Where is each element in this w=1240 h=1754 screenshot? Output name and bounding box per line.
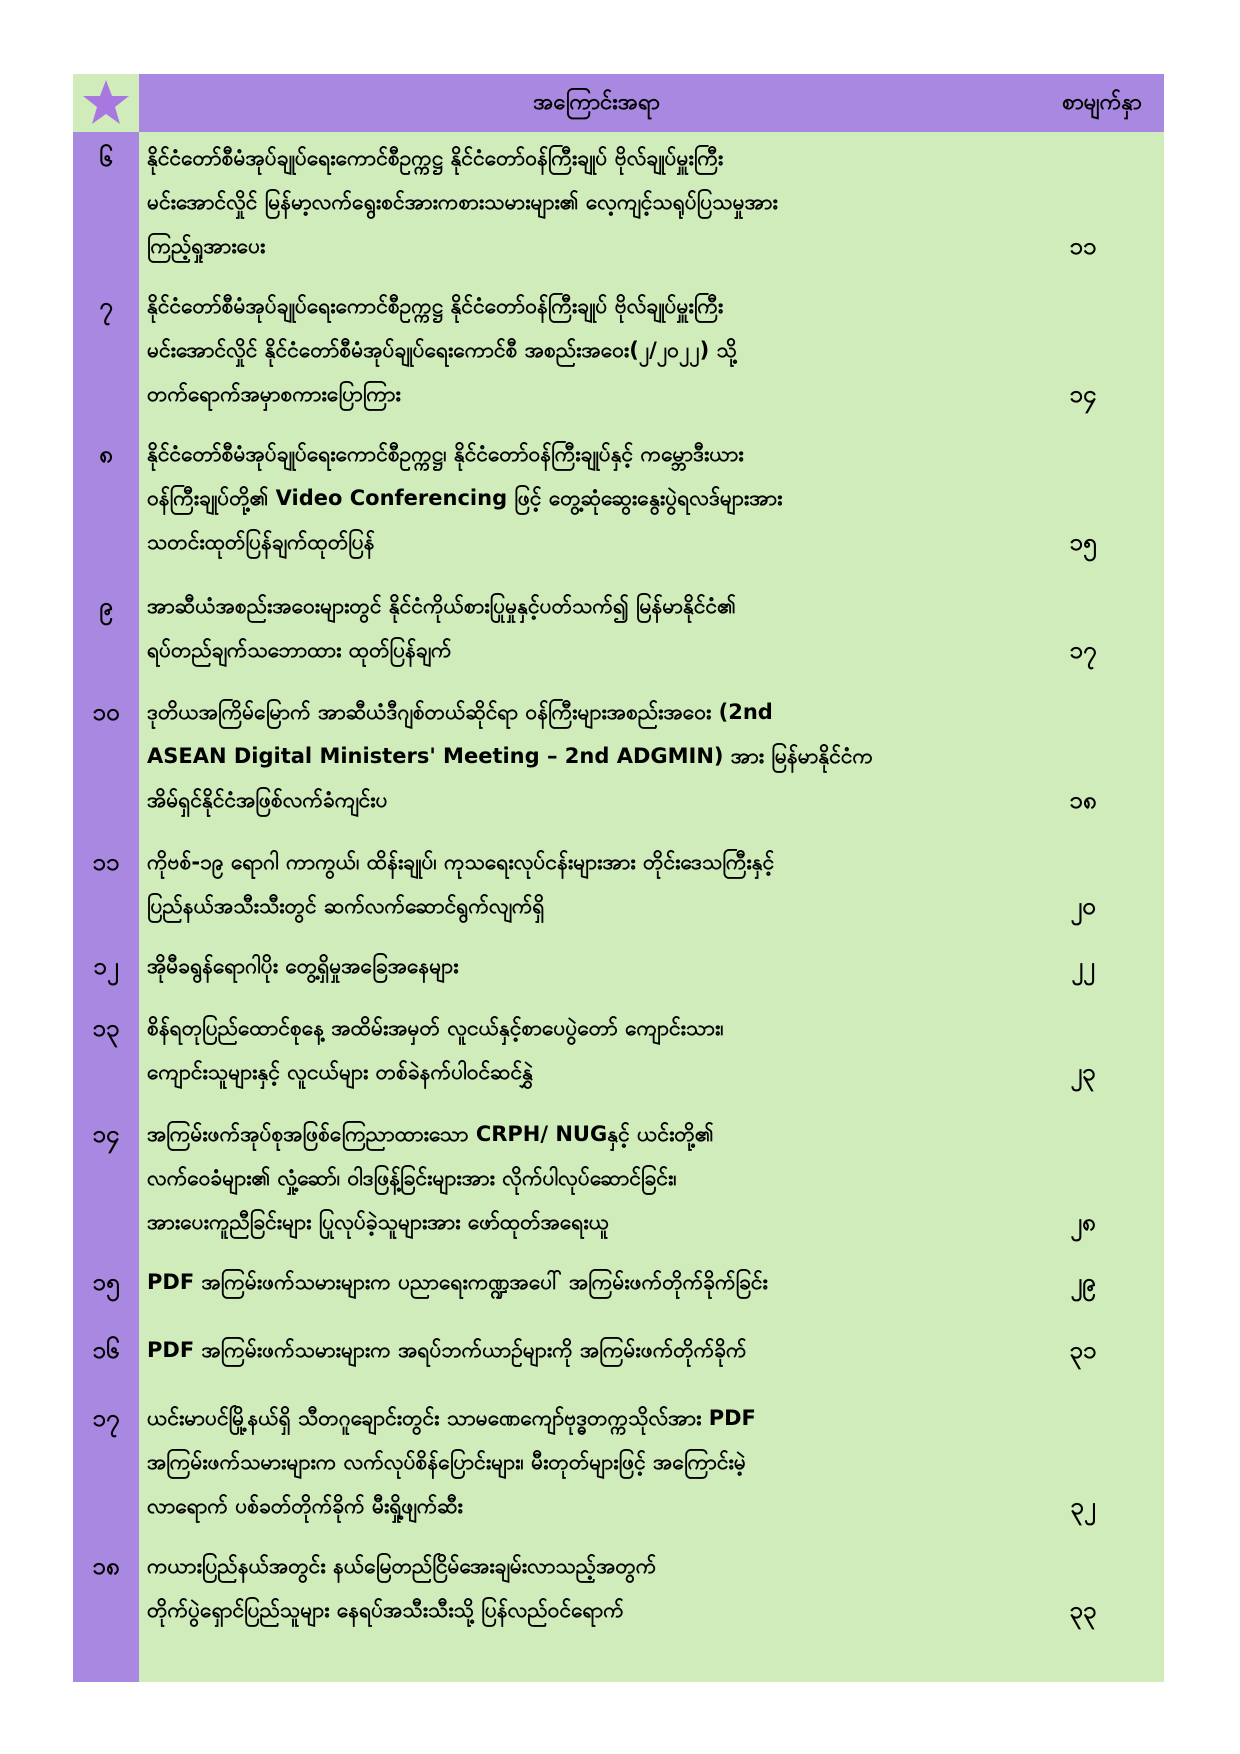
entry-number: ၉ (99, 592, 113, 620)
entry-title (147, 690, 1024, 822)
entry-page-number: ၁၁ (1069, 232, 1097, 260)
header-page-label: စာမျက်နှာ (1062, 89, 1142, 115)
entry-number: ၁၅ (92, 1268, 120, 1296)
entry-title-line: တိုက်ပွဲရှောင်ပြည်သူများ နေရပ်အသီးသီးသို့ ပြန်လည်ဝင်ရောက် (147, 1598, 624, 1622)
entry-page-number: ၂၉ (1070, 1268, 1096, 1296)
entry-body-column (139, 132, 1164, 1682)
entry-title-line: ရပ်တည်ချက်သဘောထား ထုတ်ပြန်ချက် (147, 638, 452, 662)
entry-title (147, 1260, 1024, 1304)
entry-title (147, 840, 1024, 928)
entry-title-line: မင်းအောင်လှိုင် နိုင်ငံတော်စီမံအုပ်ချုပ်ရေးကောင်စီ အစည်းအဝေး(၂/၂၀၂၂) သို့ (147, 338, 737, 362)
entry-title-line: အကြမ်းဖက်သမားများက လက်လုပ်စိန်ပြောင်းများ၊ မီးတုတ်များဖြင့် အကြောင်းမဲ့ (147, 1450, 746, 1474)
entry-title-line: လာရောက် ပစ်ခတ်တိုက်ခိုက် မီးရှို့ဖျက်ဆီး (147, 1494, 463, 1518)
entry-number: ၁၂ (93, 952, 119, 980)
entry-number-column (73, 132, 139, 1682)
entry-title-line: နိုင်ငံတော်စီမံအုပ်ချုပ်ရေးကောင်စီဥက္ကဋ္ဌ နိုင်ငံတော်ဝန်ကြီးချုပ် ဗိုလ်ချုပ်မှူးကြီး (147, 146, 724, 170)
entry-page-number: ၃၃ (1069, 1596, 1097, 1624)
entry-title (147, 432, 1024, 564)
entry-title (147, 1006, 1024, 1094)
entry-page-number: ၂၃ (1070, 1058, 1096, 1086)
star-header-cell (73, 74, 139, 132)
entry-title (147, 136, 1024, 268)
entry-page-number: ၁၈ (1069, 786, 1097, 814)
entry-number: ၇ (99, 292, 113, 320)
entry-title-line: နိုင်ငံတော်စီမံအုပ်ချုပ်ရေးကောင်စီဥက္ကဋ္ဌ နိုင်ငံတော်ဝန်ကြီးချုပ် ဗိုလ်ချုပ်မှူးကြီး (147, 294, 724, 318)
entry-number: ၁၀ (92, 698, 120, 726)
entry-page-number: ၂၀ (1070, 892, 1096, 920)
entry-title-line: အိမ်ရှင်နိုင်ငံအဖြစ်လက်ခံကျင်းပ (147, 788, 388, 812)
entry-title-line: PDF အကြမ်းဖက်သမားများက အရပ်ဘက်ယာဉ်များကို အကြမ်းဖက်တိုက်ခိုက် (147, 1338, 747, 1362)
entry-title-line: လက်ဝေခံများ၏ လှုံ့ဆော်၊ ဝါဒဖြန့်ခြင်းများအား လိုက်ပါလုပ်ဆောင်ခြင်း၊ (147, 1166, 677, 1190)
entry-page-number: ၃၁ (1069, 1336, 1097, 1364)
entry-title (147, 1544, 1024, 1632)
table-of-contents (73, 74, 1164, 1682)
entry-page-number: ၁၅ (1069, 528, 1097, 556)
entry-title (147, 284, 1024, 416)
entry-number: ၁၄ (92, 1120, 120, 1148)
toc-header (139, 74, 1164, 132)
entry-number: ၁၁ (92, 848, 120, 876)
entry-number: ၆ (99, 144, 113, 172)
entry-number: ၁၃ (92, 1014, 120, 1042)
entry-number: ၁၇ (92, 1404, 120, 1432)
entry-title (147, 944, 1024, 988)
star-icon (81, 78, 131, 128)
entry-page-number: ၂၂ (1071, 952, 1095, 980)
entry-page-number: ၂၈ (1070, 1208, 1096, 1236)
entry-title-line: စိန်ရတုပြည်ထောင်စုနေ့ အထိမ်းအမှတ် လူငယ်နှင့်စာပေပွဲတော် ကျောင်းသား၊ (147, 1016, 724, 1040)
entry-title-line: PDF အကြမ်းဖက်သမားများက ပညာရေးကဏ္ဍအပေါ် အကြမ်းဖက်တိုက်ခိုက်ခြင်း (147, 1270, 768, 1294)
entry-title-line: သတင်းထုတ်ပြန်ချက်ထုတ်ပြန် (147, 530, 375, 554)
entry-title-line: ဝန်ကြီးချုပ်တို့၏ Video Conferencing ဖြင့် တွေ့ဆုံဆွေးနွေးပွဲရလဒ်များအား (147, 486, 783, 510)
entry-number: ၁၆ (92, 1336, 120, 1364)
entry-title-line: နိုင်ငံတော်စီမံအုပ်ချုပ်ရေးကောင်စီဥက္ကဋ္ဌ၊ နိုင်ငံတော်ဝန်ကြီးချုပ်နှင့် ကမ္ဘောဒီးယား (147, 442, 744, 466)
entry-title (147, 1328, 1024, 1372)
entry-number: ၈ (99, 440, 113, 468)
entry-title-line: အားပေးကူညီခြင်းများ ပြုလုပ်ခဲ့သူများအား ဖော်ထုတ်အရေးယူ (147, 1210, 610, 1234)
entry-title (147, 584, 1024, 672)
entry-title-line: ပြည်နယ်အသီးသီးတွင် ဆက်လက်ဆောင်ရွက်လျက်ရှိ (147, 894, 545, 918)
entry-title-line: မင်းအောင်လှိုင် မြန်မာ့လက်ရွေးစင်အားကစားသမားများ၏ လေ့ကျင့်သရုပ်ပြသမှုအား (147, 190, 778, 214)
entry-title-line: ယင်းမာပင်မြို့နယ်ရှိ သီတဂူချောင်းတွင်း သာမဏေကျော်ဗုဒ္ဓတက္ကသိုလ်အား PDF (147, 1406, 756, 1430)
entry-title-line: ကျောင်းသူများနှင့် လူငယ်များ တစ်ခဲနက်ပါဝင်ဆင်နွှဲ (147, 1060, 533, 1084)
entry-title-line: ကိုဗစ်-၁၉ ရောဂါ ကာကွယ်၊ ထိန်းချုပ်၊ ကုသရေးလုပ်ငန်းများအား တိုင်းဒေသကြီးနှင့် (147, 850, 775, 874)
header-title: အကြောင်းအရာ (533, 89, 660, 115)
entry-title-line: ဒုတိယအကြိမ်မြောက် အာဆီယံဒီဂျစ်တယ်ဆိုင်ရာ ဝန်ကြီးများအစည်းအဝေး (2nd (147, 700, 773, 724)
entry-title (147, 1112, 1024, 1244)
entry-title-line: ASEAN Digital Ministers' Meeting – 2nd ADGMIN) အား မြန်မာနိုင်ငံက (147, 744, 874, 768)
entry-number: ၁၈ (92, 1552, 120, 1580)
entry-title-line: အကြမ်းဖက်အုပ်စုအဖြစ်ကြေညာထားသော CRPH/ NUGနှင့် ယင်းတို့၏ (147, 1122, 714, 1146)
entry-page-number: ၁၇ (1069, 636, 1097, 664)
entry-page-number: ၁၄ (1069, 380, 1097, 408)
entry-title-line: တက်ရောက်အမှာစကားပြောကြား (147, 382, 401, 406)
entry-page-number: ၃၂ (1070, 1492, 1096, 1520)
entry-title-line: အာဆီယံအစည်းအဝေးများတွင် နိုင်ငံကိုယ်စားပြုမှုနှင့်ပတ်သက်၍ မြန်မာနိုင်ငံ၏ (147, 594, 736, 618)
entry-title-line: အိုမီခရွန်ရောဂါပိုး တွေ့ရှိမှုအခြေအနေများ (147, 954, 459, 978)
entry-title (147, 1396, 1024, 1528)
entry-title-line: ကြည့်ရှုအားပေး (147, 234, 266, 258)
entry-title-line: ကယားပြည်နယ်အတွင်း နယ်မြေတည်ငြိမ်အေးချမ်းလာသည့်အတွက် (147, 1554, 657, 1578)
